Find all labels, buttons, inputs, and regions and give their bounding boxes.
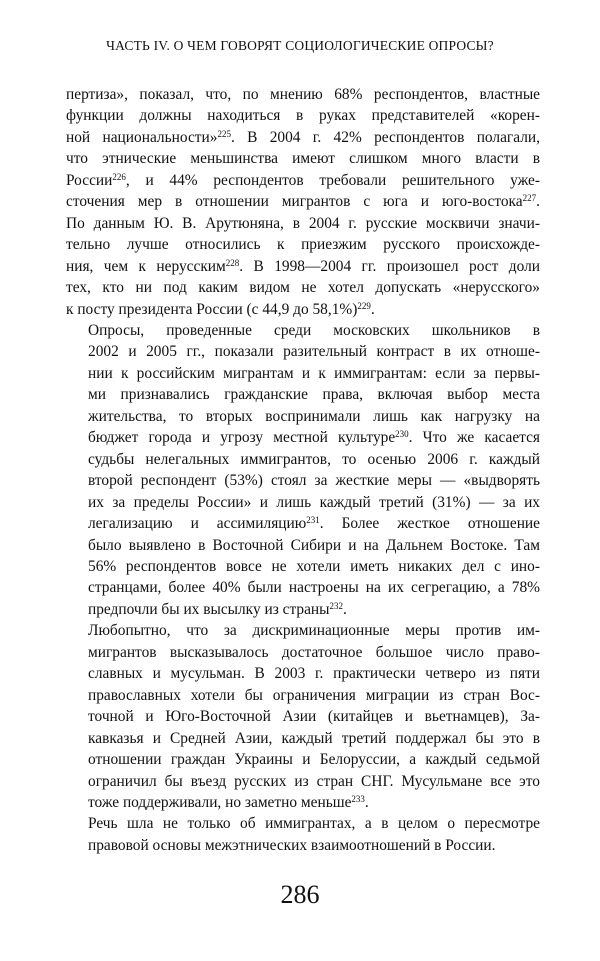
text-line: предпочли бы их высылку из страны$^{232}$. <box>88 600 347 618</box>
text-line: Любопытно, что за дискриминационные меры против им- <box>88 622 540 640</box>
footnote-ref: 228 <box>225 257 240 268</box>
text-line: точной и Юго-Восточной Азии (китайцев и вьетнамцев), За- <box>88 708 540 726</box>
text-line: ми признавались гражданские права, включая выбор места <box>88 386 540 404</box>
text-line: ной национальности»$^{225}$. В 2004 г. 42% респондентов полагали, <box>66 128 540 146</box>
text-line: отношении граждан Украины и Белоруссии, а каждый седьмой <box>88 751 540 769</box>
text-line: тех, кто ни под каким видом не хотел допускать «нерусского» <box>66 279 540 297</box>
text-line: было выявлено в Восточной Сибири и на Дальнем Востоке. Там <box>88 536 540 554</box>
text-line: сточения мер в отношении мигрантов с юга и юго-востока$^{227}$. <box>66 193 540 211</box>
text-line: к посту президента России (с 44,9 до 58,1%)$^{229}$. <box>66 300 375 318</box>
footnote-ref: 231 <box>306 515 320 526</box>
text-line: кавказья и Средней Азии, каждый третий поддержал бы это в <box>88 729 540 747</box>
text-line: нии к российским мигрантам и к иммигрантам: если за первы- <box>88 364 540 382</box>
text-line: правовой основы межэтнических взаимоотношений в России. <box>88 836 496 854</box>
text-line: тоже поддерживали, но заметно меньше$^{233}$. <box>88 793 369 811</box>
text-line: Опросы, проведенные среди московских школьников в <box>88 321 540 339</box>
text-line: пертиза», показал, что, по мнению 68% респондентов, властные <box>66 86 540 103</box>
text-line: второй респондент (53%) стоял за жесткие меры — «выдворять <box>88 472 540 490</box>
text-line: бюджет города и угрозу местной культуре$^{230}$. Что же касается <box>88 429 540 447</box>
body-text <box>66 84 540 856</box>
footnote-ref: 233 <box>351 793 365 804</box>
footnote-ref: 230 <box>395 429 409 440</box>
text-line: 2002 и 2005 гг., показали разительный контраст в их отноше- <box>88 343 540 361</box>
paragraph <box>66 84 540 320</box>
running-head: ЧАСТЬ IV. О ЧЕМ ГОВОРЯТ СОЦИОЛОГИЧЕСКИЕ ОПРОСЫ? <box>106 38 494 53</box>
text-line: их за пределы России» и лишь каждый третий (31%) — за их <box>88 493 540 511</box>
text-line: По данным Ю. В. Арутюняна, в 2004 г. русские москвичи значи- <box>66 214 540 232</box>
footnote-ref: 226 <box>112 171 126 182</box>
footnote-ref: 232 <box>329 600 344 611</box>
paragraph <box>66 320 540 620</box>
text-line: мигрантов высказывалось достаточное большое число право- <box>88 643 540 661</box>
page-number: 286 <box>280 880 320 909</box>
text-line: что этнические меньшинства имеют слишком много власти в <box>66 150 540 168</box>
text-line: ограничил бы въезд русских из стран СНГ. Мусульмане все это <box>88 772 540 790</box>
text-line: православных хотели бы ограничения миграции из стран Вос- <box>88 686 540 704</box>
text-line: странцами, более 40% были настроены на их сегрегацию, а 78% <box>88 579 540 597</box>
text-line: 56% респондентов вовсе не хотели иметь никаких дел с ино- <box>88 557 540 575</box>
footnote-ref: 229 <box>357 300 371 311</box>
text-line: ния, чем к нерусским$^{228}$. В 1998—2004 гг. произошел рост доли <box>66 257 540 275</box>
paragraph <box>66 620 540 813</box>
text-line: жительства, то вторых воспринимали лишь как нагрузку на <box>88 407 540 425</box>
footnote-ref: 227 <box>522 193 537 204</box>
paragraph <box>66 813 540 856</box>
footnote-ref: 225 <box>217 128 231 139</box>
text-line: тельно лучше относились к приезжим русского происхожде- <box>66 236 540 254</box>
text-line: Речь шла не только об иммигрантах, а в целом о пересмотре <box>88 815 540 833</box>
text-line: славных и мусульман. В 2003 г. практически четверо из пяти <box>88 665 540 683</box>
text-line: России$^{226}$, и 44% респондентов требовали решительного уже- <box>66 171 540 189</box>
text-line: легализацию и ассимиляцию$^{231}$. Более жесткое отношение <box>88 515 540 533</box>
text-line: функции должны находиться в руках представителей «корен- <box>66 107 540 125</box>
text-line: судьбы нелегальных иммигрантов, то осенью 2006 г. каждый <box>88 450 540 468</box>
